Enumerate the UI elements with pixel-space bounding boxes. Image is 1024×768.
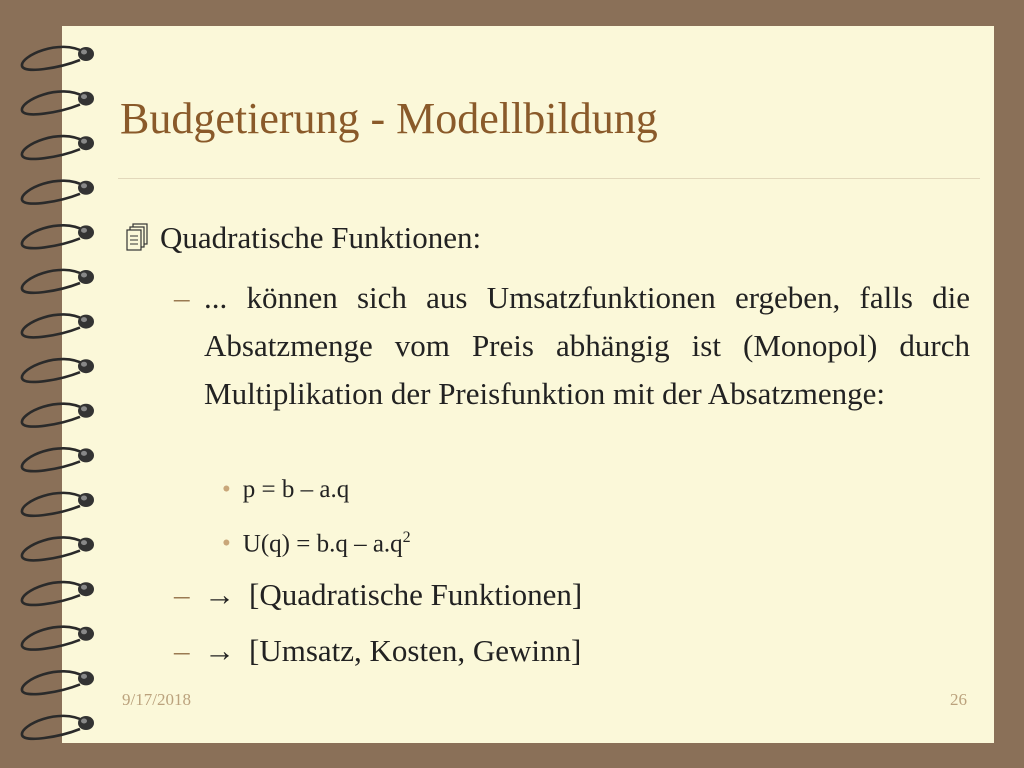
- spiral-ring: [22, 537, 84, 560]
- binding-hole-highlight: [81, 540, 87, 545]
- binding-hole: [78, 448, 94, 462]
- body-paragraph: ... können sich aus Umsatzfunktionen ergeben, falls die Absatzmenge vom Preis abhängig ist (Monopol) durch Multiplikation der Preisfunktion mit der Absatzmenge:: [204, 280, 970, 411]
- formula-exponent: 2: [402, 529, 411, 546]
- formula-text: p = b – a.q: [242, 476, 350, 503]
- formula-bullet: [222, 474, 349, 506]
- binding-hole-highlight: [81, 317, 87, 322]
- arrow-right-icon: →: [204, 577, 235, 612]
- binding-hole-highlight: [81, 183, 87, 188]
- binding-hole: [78, 315, 94, 329]
- binding-hole-highlight: [81, 228, 87, 233]
- binding-hole-highlight: [81, 719, 87, 724]
- binding-hole: [78, 538, 94, 552]
- binding-hole: [78, 359, 94, 373]
- binding-hole-highlight: [81, 273, 87, 278]
- binding-hole: [78, 716, 94, 730]
- spiral-ring: [22, 493, 84, 516]
- spiral-ring: [22, 136, 84, 159]
- heading-line: [124, 218, 481, 261]
- footer-page-number: 26: [950, 690, 967, 709]
- spiral-ring: [22, 91, 84, 114]
- link-label: [Quadratische Funktionen]: [249, 577, 583, 612]
- spiral-ring: [22, 181, 84, 204]
- dash-marker: –: [174, 577, 190, 612]
- dash-marker: –: [174, 633, 190, 668]
- binding-hole-highlight: [81, 629, 87, 634]
- footer-date: 9/17/2018: [122, 690, 191, 709]
- binding-hole: [78, 225, 94, 239]
- binding-hole-highlight: [81, 496, 87, 501]
- binding-hole-highlight: [81, 50, 87, 55]
- bullet-dot: •: [222, 530, 231, 558]
- spiral-ring: [22, 314, 84, 337]
- spiral-ring: [22, 47, 84, 70]
- link-quadratische-funktionen[interactable]: [204, 575, 582, 615]
- dash-marker: –: [174, 280, 190, 315]
- binding-hole: [78, 92, 94, 106]
- title-divider: [118, 178, 980, 179]
- binding-hole-highlight: [81, 94, 87, 99]
- binding-hole: [78, 493, 94, 507]
- binding-hole: [78, 47, 94, 61]
- binding-hole-highlight: [81, 362, 87, 367]
- formula-bullet: [222, 522, 411, 560]
- heading-text: Quadratische Funktionen:: [160, 220, 482, 255]
- link-label: [Umsatz, Kosten, Gewinn]: [249, 633, 582, 668]
- binding-hole-highlight: [81, 451, 87, 456]
- spiral-binding: [0, 0, 110, 768]
- formula-text: U(q) = b.q – a.q: [242, 530, 403, 558]
- spiral-ring: [22, 404, 84, 427]
- spiral-ring: [22, 270, 84, 293]
- binding-hole: [78, 181, 94, 195]
- binding-hole-highlight: [81, 139, 87, 144]
- bullet-dot: •: [222, 476, 231, 503]
- spiral-ring: [22, 582, 84, 605]
- binding-hole-highlight: [81, 674, 87, 679]
- slide-title: Budgetierung - Modellbildung: [120, 94, 658, 143]
- binding-hole-highlight: [81, 406, 87, 411]
- binding-hole-highlight: [81, 585, 87, 590]
- spiral-ring: [22, 716, 84, 739]
- binding-hole: [78, 671, 94, 685]
- spiral-ring: [22, 448, 84, 471]
- link-umsatz-kosten-gewinn[interactable]: [204, 631, 581, 671]
- binding-hole: [78, 404, 94, 418]
- binding-hole: [78, 627, 94, 641]
- arrow-right-icon: →: [204, 633, 235, 668]
- notebook-icon: [124, 221, 154, 261]
- spiral-ring: [22, 671, 84, 694]
- binding-hole: [78, 136, 94, 150]
- spiral-ring: [22, 225, 84, 248]
- spiral-ring: [22, 627, 84, 650]
- binding-hole: [78, 582, 94, 596]
- binding-hole: [78, 270, 94, 284]
- spiral-ring: [22, 359, 84, 382]
